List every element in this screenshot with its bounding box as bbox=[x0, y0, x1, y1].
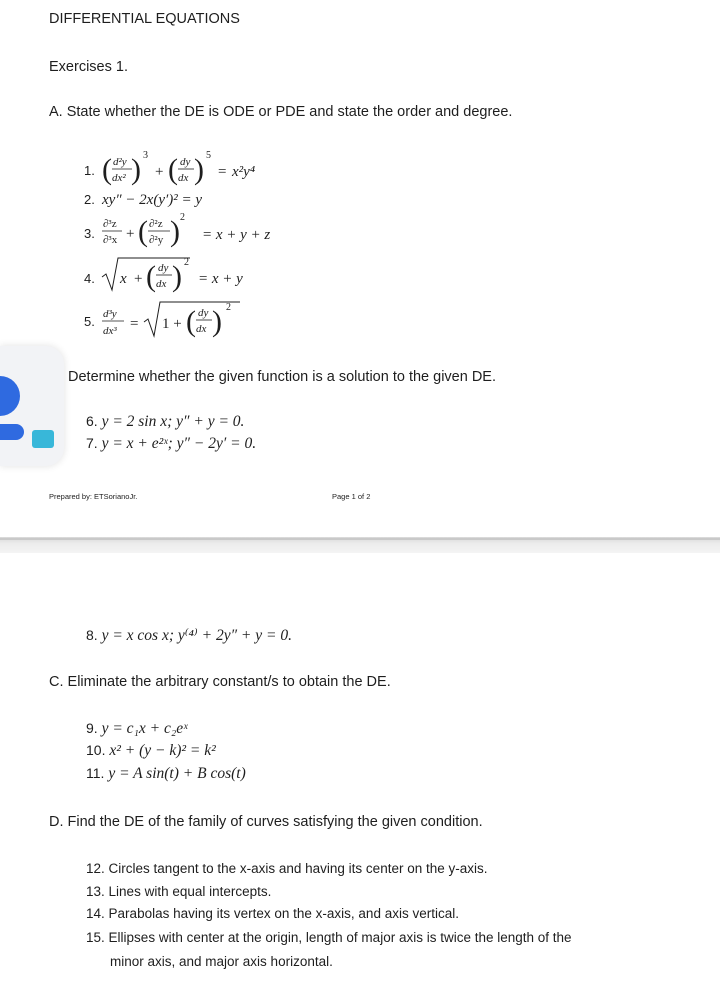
svg-text:d²y: d²y bbox=[113, 156, 127, 168]
svg-text:2: 2 bbox=[184, 257, 189, 268]
svg-text:= x + y + z: = x + y + z bbox=[202, 227, 271, 243]
svg-text:5: 5 bbox=[206, 150, 211, 161]
svg-text:(: ( bbox=[138, 215, 148, 248]
item-4-number: 4. bbox=[84, 271, 95, 286]
item-10 bbox=[86, 742, 216, 760]
item-12-text: Circles tangent to the x-axis and having its center on the y-axis. bbox=[108, 861, 488, 876]
svg-text:): ) bbox=[194, 153, 204, 186]
item-12 bbox=[86, 861, 488, 876]
item-6-number: 6. bbox=[86, 413, 98, 429]
svg-text:1 +: 1 + bbox=[162, 316, 182, 332]
svg-text:2: 2 bbox=[226, 302, 231, 313]
svg-text:(: ( bbox=[186, 305, 196, 338]
svg-text:3: 3 bbox=[143, 150, 148, 161]
prepared-by: Prepared by: ETSorianoJr. bbox=[49, 492, 138, 501]
svg-text:): ) bbox=[172, 260, 182, 293]
section-a-equations bbox=[80, 140, 340, 350]
item-11 bbox=[86, 765, 246, 783]
item-1-number: 1. bbox=[84, 163, 95, 178]
item-10-number: 10. bbox=[86, 742, 106, 758]
item-9-expression: y = c₁x + c₂eˣ bbox=[101, 720, 188, 737]
item-13-text: Lines with equal intercepts. bbox=[108, 884, 272, 899]
svg-text:dx: dx bbox=[178, 172, 189, 184]
svg-text:(: ( bbox=[146, 260, 156, 293]
section-a-heading: A. State whether the DE is ODE or PDE and state the order and degree. bbox=[49, 104, 513, 120]
item-7 bbox=[86, 435, 256, 453]
item-8-expression: y = x cos x; y⁽⁴⁾ + 2y″ + y = 0. bbox=[101, 627, 292, 644]
item-7-expression: y = x + e²ˣ; y″ − 2y′ = 0. bbox=[101, 435, 257, 452]
item-7-number: 7. bbox=[86, 435, 98, 451]
item-9 bbox=[86, 720, 188, 738]
item-5-number: 5. bbox=[84, 314, 95, 329]
svg-text:dx²: dx² bbox=[112, 172, 126, 184]
svg-text:dy: dy bbox=[180, 156, 191, 168]
svg-text:(: ( bbox=[102, 153, 112, 186]
page-number: Page 1 of 2 bbox=[332, 492, 371, 501]
svg-text:dy: dy bbox=[198, 307, 209, 319]
svg-text:+: + bbox=[134, 271, 143, 287]
item-8 bbox=[86, 626, 292, 645]
section-b-heading: Determine whether the given function is a solution to the given DE. bbox=[68, 369, 496, 385]
svg-text:dx³: dx³ bbox=[103, 325, 117, 337]
svg-text:=: = bbox=[130, 316, 139, 332]
svg-text:dy: dy bbox=[158, 262, 169, 274]
svg-text:∂²z: ∂²z bbox=[149, 218, 163, 230]
item-11-number: 11. bbox=[86, 765, 105, 781]
item-12-number: 12. bbox=[86, 861, 105, 876]
svg-text:2: 2 bbox=[180, 212, 185, 223]
svg-text:d³y: d³y bbox=[103, 308, 117, 320]
svg-text:): ) bbox=[212, 305, 222, 338]
item-6-expression: y = 2 sin x; y″ + y = 0. bbox=[101, 413, 245, 430]
svg-text:∂³z: ∂³z bbox=[103, 218, 117, 230]
svg-text:∂³x: ∂³x bbox=[103, 234, 118, 246]
svg-text:xy″ − 2x(y′)² = y: xy″ − 2x(y′)² = y bbox=[102, 192, 203, 208]
section-d-heading: D. Find the DE of the family of curves satisfying the given condition. bbox=[49, 814, 483, 830]
item-8-number: 8. bbox=[86, 627, 98, 643]
svg-text:+: + bbox=[155, 164, 164, 180]
item-14-number: 14. bbox=[86, 906, 105, 921]
item-15-text: Ellipses with center at the origin, length of major axis is twice the length of the bbox=[108, 930, 572, 945]
item-15-continuation: minor axis, and major axis horizontal. bbox=[110, 954, 333, 969]
document-title: DIFFERENTIAL EQUATIONS bbox=[49, 11, 240, 27]
item-10-expression: x² + (y − k)² = k² bbox=[109, 742, 216, 759]
item-14-text: Parabolas having its vertex on the x-axis, and axis vertical. bbox=[108, 906, 459, 921]
svg-text:= x + y: = x + y bbox=[198, 271, 243, 287]
svg-text:dx: dx bbox=[196, 323, 207, 335]
item-13-number: 13. bbox=[86, 884, 105, 899]
svg-text:x: x bbox=[120, 271, 127, 287]
item-15 bbox=[86, 930, 572, 945]
page-separator-edge bbox=[0, 538, 720, 540]
item-15-number: 15. bbox=[86, 930, 105, 945]
widget-avatar-base-icon[interactable] bbox=[0, 424, 24, 440]
svg-text:(: ( bbox=[168, 153, 178, 186]
svg-text:dx: dx bbox=[156, 278, 167, 290]
section-c-heading: C. Eliminate the arbitrary constant/s to obtain the DE. bbox=[49, 674, 391, 690]
svg-text:+: + bbox=[126, 226, 135, 242]
svg-text:∂²y: ∂²y bbox=[149, 234, 164, 246]
widget-chat-icon[interactable] bbox=[32, 430, 54, 448]
svg-text:): ) bbox=[170, 215, 180, 248]
svg-text:x²y⁴: x²y⁴ bbox=[232, 164, 256, 180]
svg-text:=: = bbox=[218, 164, 227, 180]
item-11-expression: y = A sin(t) + B cos(t) bbox=[108, 765, 246, 782]
exercises-label: Exercises 1. bbox=[49, 59, 128, 75]
svg-text:): ) bbox=[131, 153, 141, 186]
item-9-number: 9. bbox=[86, 720, 98, 736]
item-14 bbox=[86, 906, 459, 921]
item-13 bbox=[86, 884, 271, 899]
item-2-number: 2. bbox=[84, 192, 95, 207]
item-6 bbox=[86, 413, 244, 431]
item-3-number: 3. bbox=[84, 226, 95, 241]
